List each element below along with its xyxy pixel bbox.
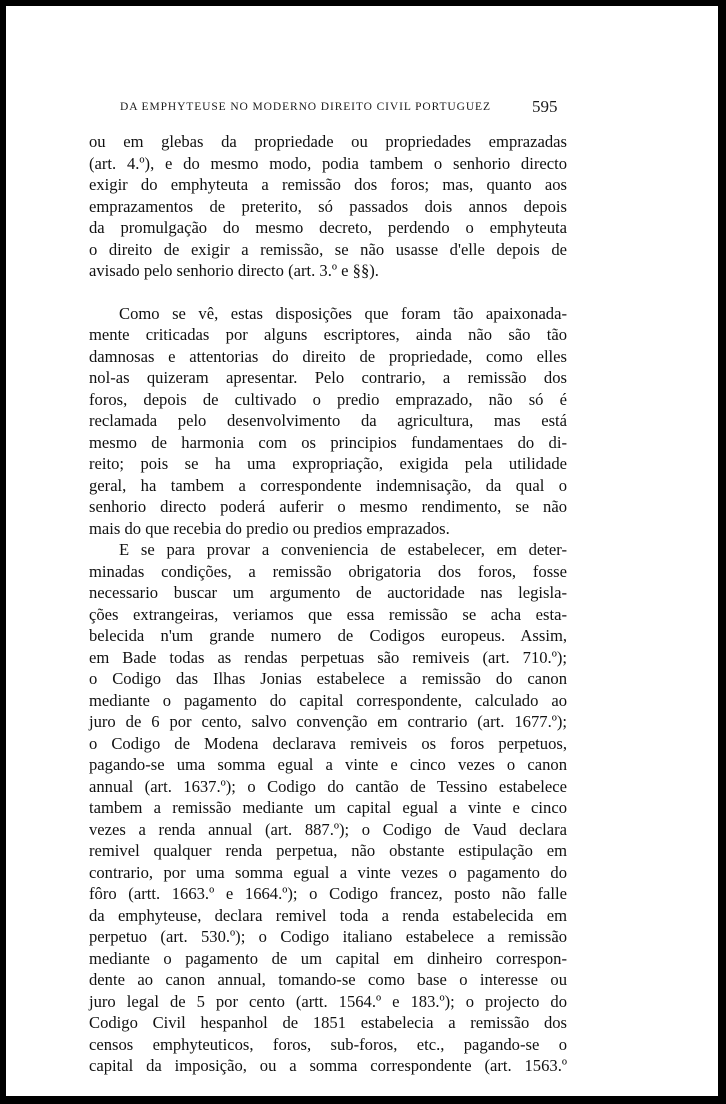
paragraph <box>89 303 567 540</box>
text-line: Como se vê, estas disposições que foram tão apaixonada- <box>119 303 567 323</box>
text-line: mais do que recebia do predio ou predios emprazados. <box>89 518 450 538</box>
text-line: mesmo de harmonia com os principios fundamentaes do di- <box>89 432 567 452</box>
text-line: pagando-se uma somma egual a vinte e cinco vezes o canon <box>89 755 567 774</box>
text-line: ou em glebas da propriedade ou propriedades emprazadas <box>89 132 567 151</box>
text-line: damnosas e attentorias do direito de propriedade, como elles <box>89 346 567 366</box>
text-line: nol-as quizeram apresentar. Pelo contrario, a remissão dos <box>89 368 567 387</box>
text-line: contrario, por uma somma egual a vinte vezes o pagamento do <box>89 862 567 882</box>
text-line: reito; pois se ha uma expropriação, exigida pela utilidade <box>89 454 567 473</box>
text-line: foros, depois de cultivado o predio emprazado, não só é <box>89 389 567 409</box>
text-line: senhorio directo poderá auferir o mesmo rendimento, se não <box>89 497 567 516</box>
text-line: necessario buscar um argumento de auctoridade nas legisla- <box>89 583 567 602</box>
text-line: o Codigo de Modena declarava remiveis os foros perpetuos, <box>89 733 567 753</box>
text-line: o Codigo das Ilhas Jonias estabelece a remissão do canon <box>89 669 567 688</box>
text-line: E se para provar a conveniencia de estabelecer, em deter- <box>119 540 567 559</box>
body-text <box>89 131 567 1077</box>
text-line: em Bade todas as rendas perpetuas são remiveis (art. 710.º); <box>89 647 567 667</box>
text-line: reclamada pelo desenvolvimento da agricultura, mas está <box>89 411 567 430</box>
text-line: avisado pelo senhorio directo (art. 3.º e §§). <box>89 261 379 280</box>
text-line: ções extrangeiras, veriamos que essa remissão se acha esta- <box>89 604 567 624</box>
text-line: Codigo Civil hespanhol de 1851 estabelecia a remissão dos <box>89 1013 567 1032</box>
running-head <box>6 97 718 121</box>
text-line: mediante o pagamento do capital correspondente, calculado ao <box>89 690 567 710</box>
text-line: perpetuo (art. 530.º); o Codigo italiano estabelece a remissão <box>89 927 567 946</box>
paragraph <box>89 539 567 1077</box>
text-line: belecida n'um grande numero de Codigos europeus. Assim, <box>89 626 567 645</box>
paragraph <box>89 131 567 282</box>
text-line: remivel qualquer renda perpetua, não obstante estipulação em <box>89 841 567 860</box>
text-line: minadas condições, a remissão obrigatoria dos foros, fosse <box>89 561 567 581</box>
text-line: juro legal de 5 por cento (artt. 1564.º e 183.º); o projecto do <box>89 991 567 1011</box>
text-line: juro de 6 por cento, salvo convenção em contrario (art. 1677.º); <box>89 712 567 731</box>
text-line: censos emphyteuticos, foros, sub-foros, etc., pagando-se o <box>89 1034 567 1054</box>
text-line: vezes a renda annual (art. 887.º); o Codigo de Vaud declara <box>89 819 567 839</box>
text-line: mente criticadas por alguns escriptores, ainda não são tão <box>89 325 567 344</box>
text-line: fôro (artt. 1663.º e 1664.º); o Codigo francez, posto não falle <box>89 884 567 903</box>
text-line: (art. 4.º), e do mesmo modo, podia tambem o senhorio directo <box>89 153 567 173</box>
text-line: annual (art. 1637.º); o Codigo do cantão de Tessino estabelece <box>89 776 567 796</box>
text-line: capital da imposição, ou a somma correspondente (art. 1563.º <box>89 1056 567 1075</box>
page-number: 595 <box>532 97 558 116</box>
page-sheet <box>6 6 718 1096</box>
text-line: o direito de exigir a remissão, se não usasse d'elle depois de <box>89 239 567 259</box>
text-line: emprazamentos de preterito, só passados dois annos depois <box>89 196 567 216</box>
text-line: tambem a remissão mediante um capital egual a vinte e cinco <box>89 798 567 817</box>
text-line: geral, ha tambem a correspondente indemnisação, da qual o <box>89 475 567 495</box>
text-line: da emphyteuse, declara remivel toda a renda estabelecida em <box>89 905 567 925</box>
text-line: da promulgação do mesmo decreto, perdendo o emphyteuta <box>89 218 567 237</box>
text-line: dente ao canon annual, tomando-se como base o interesse ou <box>89 970 567 989</box>
running-title: DA EMPHYTEUSE NO MODERNO DIREITO CIVIL PORTUGUEZ <box>120 101 491 113</box>
text-line: mediante o pagamento de um capital em dinheiro correspon- <box>89 948 567 968</box>
text-line: exigir do emphyteuta a remissão dos foros; mas, quanto aos <box>89 175 567 194</box>
